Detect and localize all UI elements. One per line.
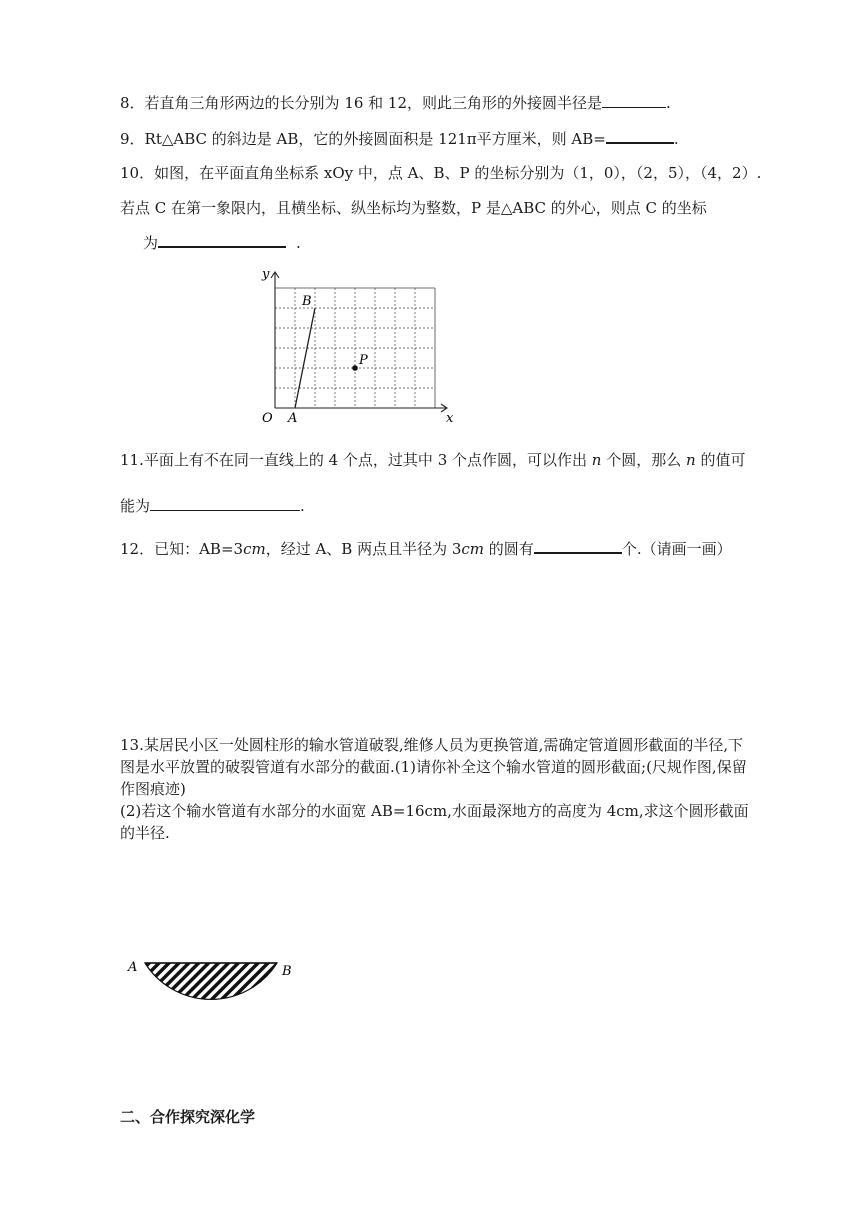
question-8: 8．若直角三角形两边的长分别为 16 和 12，则此三角形的外接圆半径是 . [120,94,671,112]
coordinate-grid-figure [255,262,460,427]
segment-ab [295,308,315,408]
section-heading: 二、合作探究深化学 [120,1108,256,1126]
pipe-cross-section-figure [125,955,305,1055]
answer-blank[interactable] [602,93,666,108]
question-9-text: 9．Rt△ABC 的斜边是 AB，它的外接圆面积是 121π平方厘米，则 AB= [120,130,606,148]
question-10-line-1: 10．如图，在平面直角坐标系 xOy 中，点 A、B、P 的坐标分别为（1，0），（2，5），（4，2）. [120,164,762,182]
answer-blank[interactable] [158,232,286,248]
question-11-line-2: 能为 . [120,497,305,515]
origin-label: O [262,411,273,426]
question-8-text: 8．若直角三角形两边的长分别为 16 和 12，则此三角形的外接圆半径是 [120,94,603,112]
question-13-part-2: (2)若这个输水管道有水部分的水面宽 AB=16cm,水面最深地方的高度为 4cm,求这个圆形截面的半径. [120,802,749,842]
question-9: 9．Rt△ABC 的斜边是 AB，它的外接圆面积是 121π平方厘米，则 AB= . [120,130,679,148]
answer-blank[interactable] [606,128,674,144]
point-label-a: A [288,411,298,426]
point-p [352,365,358,371]
axis-label-y: y [262,267,270,282]
question-10-line-2: 若点 C 在第一象限内，且横坐标、纵坐标均为整数，P 是△ABC 的外心，则点 C 的坐标 [120,199,707,217]
point-label-b: B [302,294,312,309]
point-label-p: P [359,353,368,368]
answer-blank[interactable] [150,496,300,511]
answer-blank[interactable] [534,538,622,554]
axis-label-x: x [446,411,454,426]
water-region [145,963,277,999]
point-label-b: B [282,964,292,979]
question-13-part-1: 13.某居民小区一处圆柱形的输水管道破裂,维修人员为更换管道,需确定管道圆形截面的半径,下图是水平放置的破裂管道有水部分的截面.(1)请你补全这个输水管道的圆形截面;(尺规作图,保留作图痕迹) [120,736,747,798]
question-12: 12．已知：AB=3cm，经过 A、B 两点且半径为 3cm 的圆有 个.（请画一画） [120,540,732,558]
question-11-line-1: 11.平面上有不在同一直线上的 4 个点，过其中 3 个点作圆，可以作出 n 个圆，那么 n 的值可 [120,451,746,469]
question-10-line-3: 为 . [143,234,301,252]
point-label-a: A [128,960,138,975]
